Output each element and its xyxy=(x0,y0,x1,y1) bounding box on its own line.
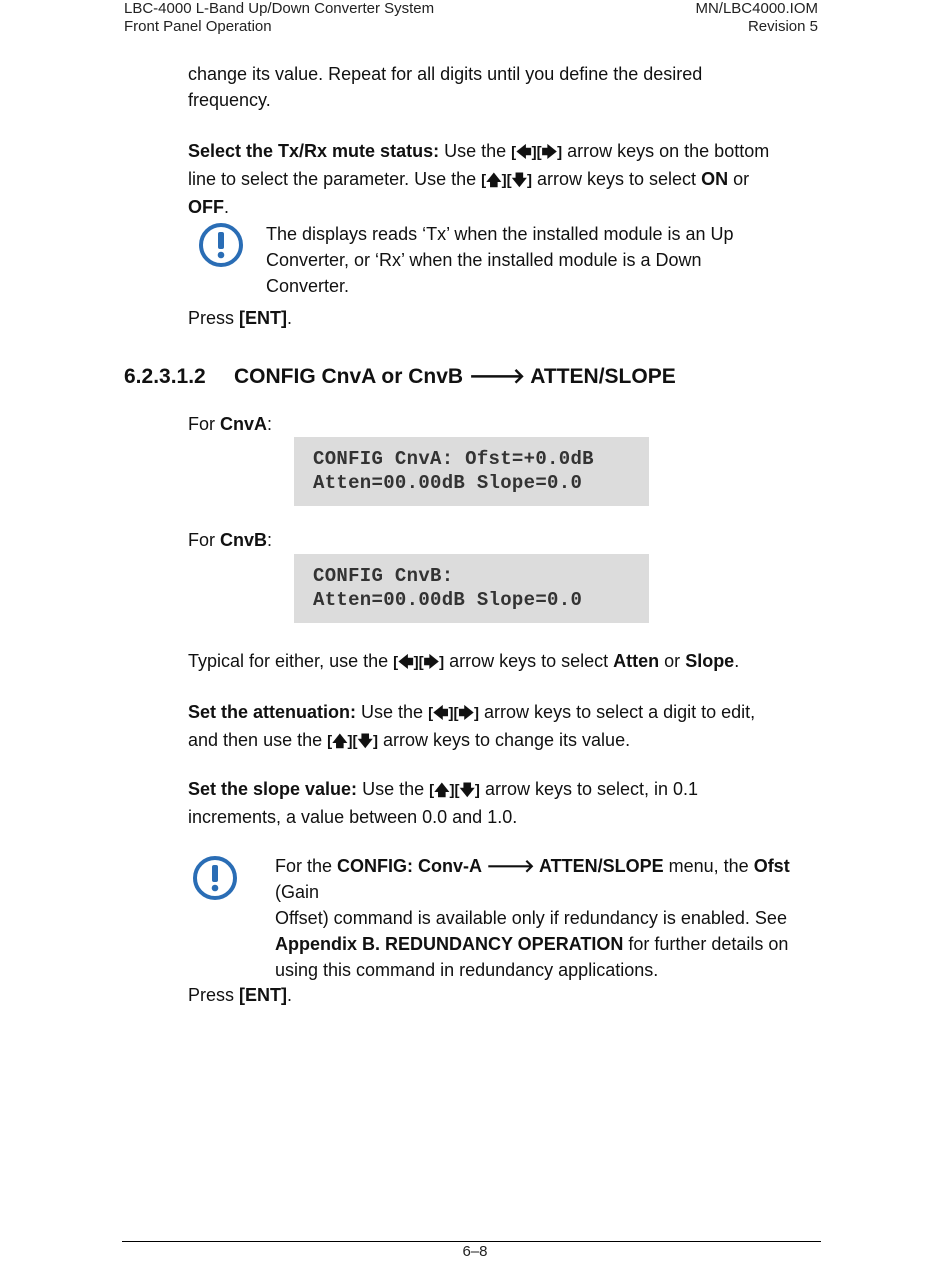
text-line xyxy=(275,853,830,905)
attenuation-paragraph xyxy=(188,699,828,755)
text-line xyxy=(188,138,828,166)
cnvb-name: CnvB xyxy=(220,530,268,550)
text: . xyxy=(224,197,230,217)
appendix-reference: Appendix B. REDUNDANCY OPERATION xyxy=(275,934,624,954)
text-line: using this command in redundancy applications. xyxy=(275,960,659,980)
text-line xyxy=(188,194,828,220)
text: For xyxy=(188,530,221,550)
info-exclamation-icon xyxy=(199,223,243,267)
text: arrow keys to select a digit to edit, xyxy=(479,702,756,722)
text: arrow keys to select, in 0.1 xyxy=(479,779,699,799)
up-down-keys: [🡅][🡇] xyxy=(327,733,378,750)
slope-term: Slope xyxy=(685,651,735,671)
text: Typical for either, use the xyxy=(188,651,394,671)
cnva-name: CnvA xyxy=(220,414,268,434)
mute-lead: Select the Tx/Rx mute status: xyxy=(188,141,440,161)
text: and then use the xyxy=(188,730,328,750)
document-title: LBC-4000 L-Band Up/Down Converter System xyxy=(124,0,435,17)
text: Press xyxy=(188,308,240,328)
atten-term: Atten xyxy=(613,651,660,671)
text: . xyxy=(734,651,740,671)
continued-paragraph xyxy=(188,61,828,113)
text-line: change its value. Repeat for all digits until you define the desired xyxy=(188,64,703,84)
text-line: Offset) command is available only if redundancy is enabled. See xyxy=(275,908,787,928)
on-value: ON xyxy=(701,169,729,189)
ent-key: [ENT] xyxy=(239,308,288,328)
off-value: OFF xyxy=(188,197,224,217)
text-line xyxy=(275,931,830,957)
text-line: increments, a value between 0.0 and 1.0. xyxy=(188,807,518,827)
press-ent-instruction xyxy=(188,982,828,1008)
left-right-keys: [🡄][🡆] xyxy=(428,705,480,722)
manual-number: MN/LBC4000.IOM xyxy=(695,0,818,17)
up-down-keys: [🡅][🡇] xyxy=(429,782,480,799)
section-heading xyxy=(124,363,676,391)
slope-paragraph xyxy=(188,776,828,830)
text-line: Converter. xyxy=(266,276,350,296)
lcd-line-1: CONFIG CnvB: xyxy=(313,565,454,587)
info-exclamation-icon xyxy=(193,856,237,900)
chapter-title: Front Panel Operation xyxy=(124,18,272,35)
slope-lead: Set the slope value: xyxy=(188,779,358,799)
left-right-keys: [🡄][🡆] xyxy=(393,654,445,671)
text: . xyxy=(287,985,293,1005)
left-right-keys: [🡄][🡆] xyxy=(511,144,563,161)
text: or xyxy=(659,651,686,671)
lcd-line-2: Atten=00.00dB Slope=0.0 xyxy=(313,472,583,494)
text: menu, the xyxy=(663,856,754,876)
text: arrow keys to select xyxy=(532,169,702,189)
text: For the xyxy=(275,856,338,876)
lcd-display-cnva xyxy=(294,437,649,506)
press-ent-instruction xyxy=(188,305,828,331)
mute-status-paragraph xyxy=(188,138,828,220)
for-cnva-label xyxy=(188,411,828,437)
menu-path: CONFIG: Conv-A 🡒 ATTEN/SLOPE xyxy=(337,856,664,876)
running-header-right xyxy=(695,0,818,36)
text: or xyxy=(728,169,750,189)
text: arrow keys to change its value. xyxy=(377,730,631,750)
text-line: The displays reads ‘Tx’ when the installed module is an Up xyxy=(266,224,734,244)
text-line xyxy=(188,699,828,727)
revision: Revision 5 xyxy=(747,18,818,35)
text: Use the xyxy=(357,779,430,799)
text: Press xyxy=(188,985,240,1005)
atten-lead: Set the attenuation: xyxy=(188,702,357,722)
for-cnvb-label xyxy=(188,527,828,553)
text-line xyxy=(188,727,828,755)
text-line xyxy=(188,166,828,194)
section-number: 6.2.3.1.2 xyxy=(124,365,206,388)
text-line: frequency. xyxy=(188,90,271,110)
note-text xyxy=(266,221,826,299)
running-header-left xyxy=(124,0,434,36)
typical-paragraph xyxy=(188,648,828,676)
text: : xyxy=(267,414,273,434)
ent-key: [ENT] xyxy=(239,985,288,1005)
lcd-display-cnvb xyxy=(294,554,649,623)
text: for further details on xyxy=(623,934,789,954)
text: : xyxy=(267,530,273,550)
footer-rule xyxy=(122,1241,821,1242)
page-number: 6–8 xyxy=(462,1243,488,1260)
up-down-keys: [🡅][🡇] xyxy=(481,172,532,189)
lcd-line-2: Atten=00.00dB Slope=0.0 xyxy=(313,589,583,611)
text: Use the xyxy=(439,141,512,161)
text: (Gain xyxy=(275,882,320,902)
section-title: CONFIG CnvA or CnvB 🡒 ATTEN/SLOPE xyxy=(234,365,676,388)
redundancy-note-text xyxy=(275,853,830,983)
text: Use the xyxy=(356,702,429,722)
text: arrow keys to select xyxy=(444,651,614,671)
lcd-line-1: CONFIG CnvA: Ofst=+0.0dB xyxy=(313,448,594,470)
text: line to select the parameter. Use the xyxy=(188,169,482,189)
text: arrow keys on the bottom xyxy=(562,141,770,161)
text-line: Converter, or ‘Rx’ when the installed module is a Down xyxy=(266,250,702,270)
text: . xyxy=(287,308,293,328)
text-line xyxy=(188,776,828,804)
ofst-term: Ofst xyxy=(753,856,790,876)
text: For xyxy=(188,414,221,434)
